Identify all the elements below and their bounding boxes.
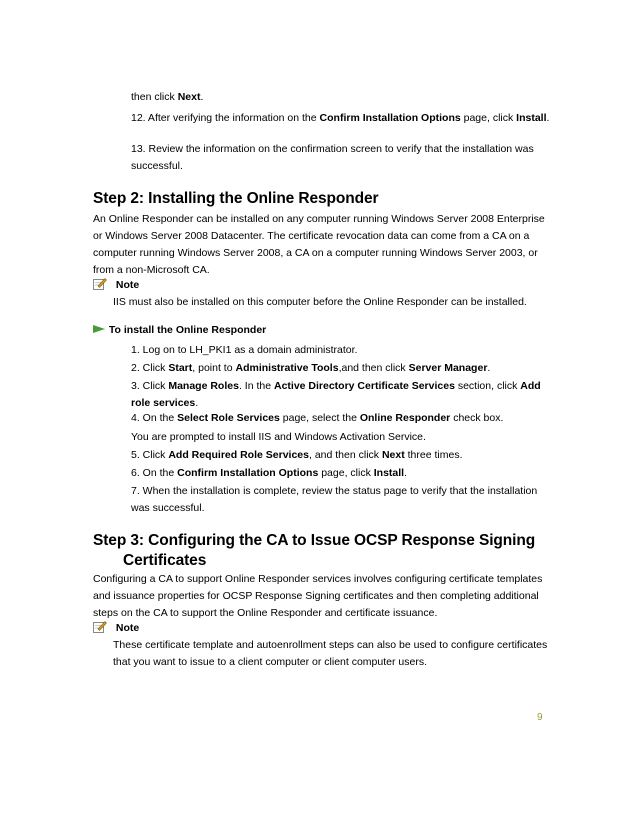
bold-term: Next — [177, 91, 201, 103]
text-run: 12. After verifying the information on the — [131, 112, 320, 124]
bold-term: Online Responder — [359, 412, 451, 424]
list-item — [131, 410, 551, 427]
text-run: 13. Review the information on the confirmation screen to verify that the installation was successful. — [131, 143, 534, 172]
section-heading-text: Step 3: Configuring the CA to Issue OCSP Response Signing — [93, 532, 536, 549]
bold-term: Administrative Tools — [235, 362, 339, 374]
section-heading — [93, 189, 553, 209]
text-run: page, click — [318, 467, 374, 479]
paragraph: An Online Responder can be installed on any computer running Windows Server 2008 Enterprise or Windows Server 2008 Datacenter. The certificate revocation data can come from a CA on a computer running Windows Server 2008, a CA on a computer running Windows Server 2003, or from a non-Microsoft CA. — [93, 213, 545, 276]
note-header — [93, 277, 139, 293]
text-run: 7. When the installation is complete, review the status page to verify that the installation was successful. — [131, 485, 538, 514]
bold-term: Select Role Services — [177, 412, 280, 424]
text-run: check box. — [450, 412, 504, 424]
note-text: These certificate template and autoenrollment steps can also be used to configure certificates that you want to issue to a client computer or client computer users. — [113, 639, 548, 668]
bold-term: Install — [373, 467, 405, 479]
note-pencil-icon — [93, 620, 107, 633]
bold-term: Start — [168, 362, 193, 374]
text-run: 5. Click — [131, 449, 169, 461]
text-run: 4. On the — [131, 412, 178, 424]
text-run: You are prompted to install IIS and Windows Activation Service. — [131, 431, 426, 443]
list-item — [131, 141, 551, 175]
text-run: 2. Click — [131, 362, 169, 374]
text-run: . In the — [238, 380, 274, 392]
bold-term: Add Required Role Services — [168, 449, 309, 461]
text-run: section, click — [454, 380, 521, 392]
note-label: Note — [115, 279, 140, 291]
page-number: 9 — [537, 712, 543, 723]
bold-term: Add role services — [131, 380, 541, 409]
note-header — [93, 620, 139, 636]
note-text: IIS must also be installed on this computer before the Online Responder can be installed. — [113, 296, 527, 308]
section-heading — [93, 531, 553, 571]
text-run: three times. — [404, 449, 463, 461]
list-item — [131, 342, 551, 359]
bold-term: Manage Roles — [168, 380, 239, 392]
section-heading-text-continued: Certificates — [123, 552, 207, 569]
text-run: . — [195, 397, 199, 409]
bold-term: Install — [516, 112, 547, 124]
bold-term: Active Directory Certificate Services — [273, 380, 455, 392]
list-item — [131, 483, 551, 517]
list-item — [131, 360, 551, 377]
text-run: then click — [131, 91, 178, 103]
procedure-arrow-icon — [93, 324, 105, 334]
text-run: 1. Log on to LH_PKI1 as a domain administrator. — [131, 344, 358, 356]
list-item — [131, 429, 551, 446]
list-item — [131, 110, 551, 127]
bold-term: Server Manager — [408, 362, 488, 374]
text-run: . — [200, 91, 204, 103]
list-item — [131, 89, 551, 106]
text-run: page, click — [460, 112, 517, 124]
procedure-title-text: To install the Online Responder — [108, 324, 267, 336]
text-run: . — [487, 362, 491, 374]
text-run: 6. On the — [131, 467, 178, 479]
text-run: ,and then click — [338, 362, 409, 374]
bold-term: Confirm Installation Options — [319, 112, 461, 124]
text-run: , and then click — [308, 449, 382, 461]
list-item — [131, 465, 551, 482]
procedure-title — [93, 322, 266, 338]
bold-term: Confirm Installation Options — [177, 467, 319, 479]
paragraph: Configuring a CA to support Online Responder services involves configuring certificate templates and issuance properties for OCSP Response Signing certificates and then completing additional steps on the CA to support the Online Responder and certificate issuance. — [93, 573, 543, 619]
text-run: . — [546, 112, 550, 124]
bold-term: Next — [381, 449, 405, 461]
text-run: page, select the — [279, 412, 360, 424]
list-item — [131, 447, 551, 464]
text-run: . — [404, 467, 408, 479]
text-run: , point to — [192, 362, 236, 374]
note-label: Note — [115, 622, 140, 634]
note-pencil-icon — [93, 277, 107, 290]
section-heading-text: Step 2: Installing the Online Responder — [93, 190, 379, 207]
text-run: 3. Click — [131, 380, 169, 392]
list-item — [131, 378, 551, 412]
